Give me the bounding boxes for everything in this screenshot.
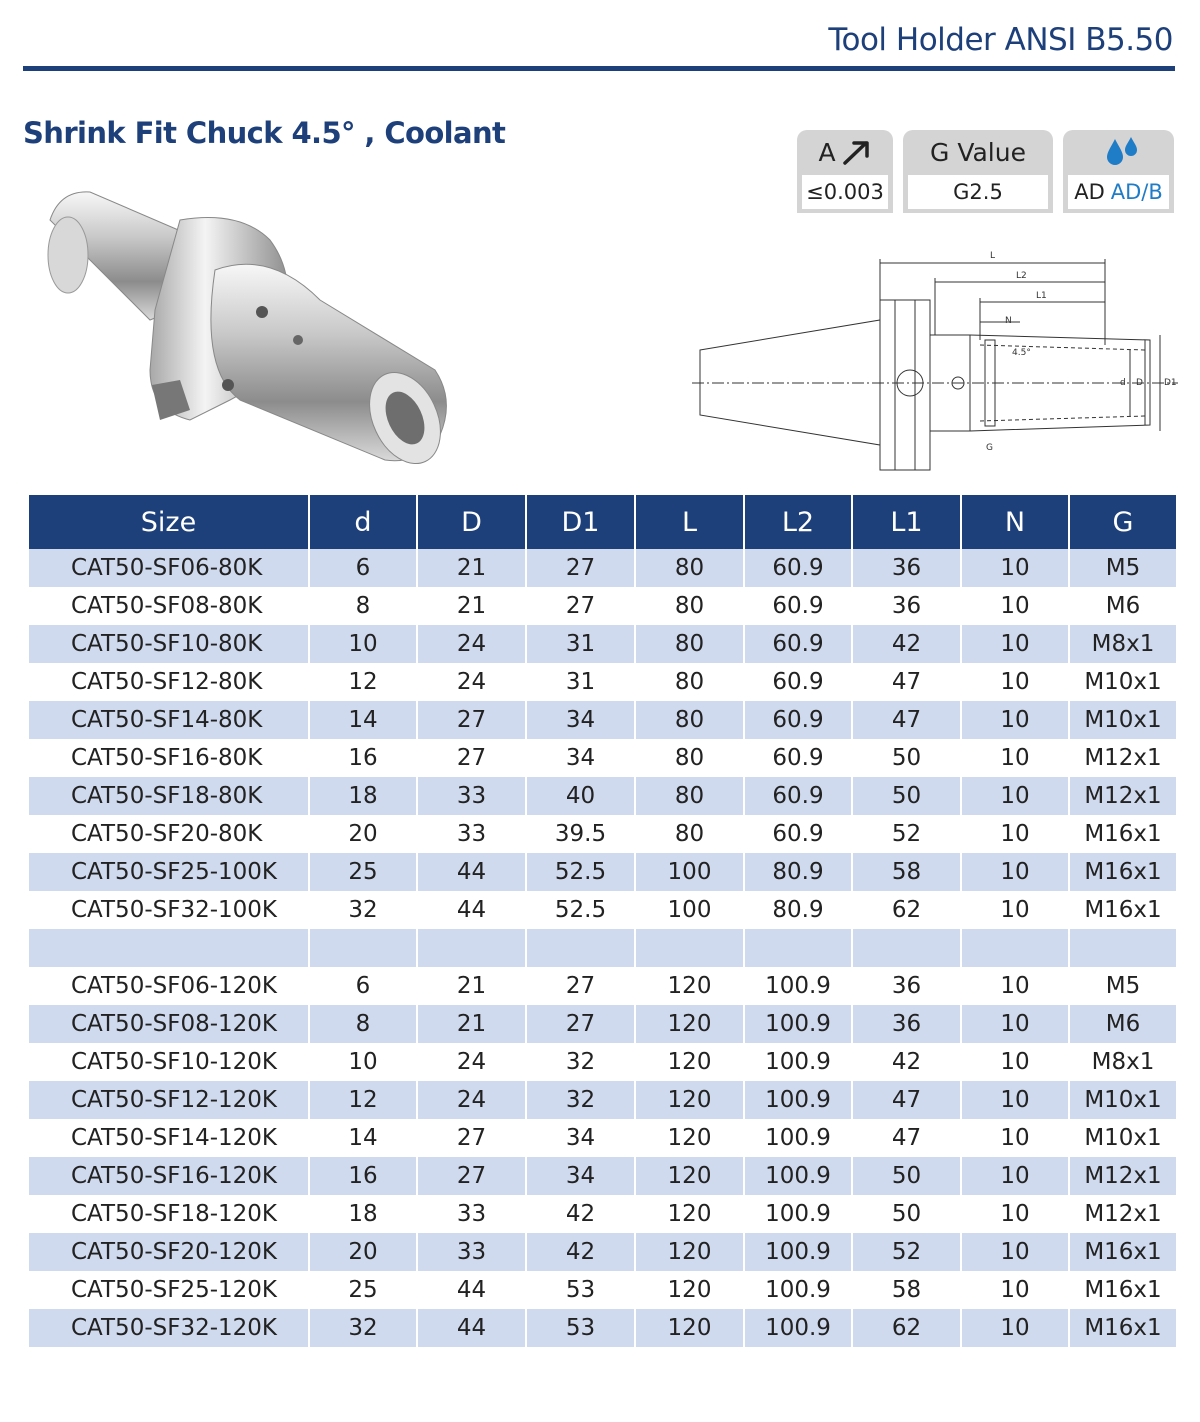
cell-D1: 34 — [526, 1157, 635, 1195]
cell-L: 120 — [635, 1157, 744, 1195]
cell-D: 24 — [417, 1043, 526, 1081]
cell-L2: 60.9 — [744, 739, 852, 777]
cell-L2: 100.9 — [744, 1005, 852, 1043]
cell-N: 10 — [961, 1005, 1069, 1043]
cell-L1: 50 — [852, 1157, 961, 1195]
cell-size: CAT50-SF08-120K — [28, 1005, 309, 1043]
cell-d: 25 — [309, 853, 417, 891]
cell-G: M8x1 — [1069, 1043, 1177, 1081]
cell-L: 120 — [635, 1309, 744, 1347]
cell-d: 8 — [309, 1005, 417, 1043]
col-L2: L2 — [744, 495, 852, 549]
runout-badge — [797, 130, 893, 213]
cell-L: 120 — [635, 1043, 744, 1081]
cell-D: 24 — [417, 663, 526, 701]
cell-G: M12x1 — [1069, 1157, 1177, 1195]
cell-d: 25 — [309, 1271, 417, 1309]
cell-L1: 52 — [852, 1233, 961, 1271]
cell-N: 10 — [961, 549, 1069, 587]
cell-G: M16x1 — [1069, 1309, 1177, 1347]
cell-G: M16x1 — [1069, 891, 1177, 929]
dim-G-label: G — [986, 443, 993, 453]
cell-size: CAT50-SF14-120K — [28, 1119, 309, 1157]
cell-L1 — [852, 929, 961, 967]
cell-d: 32 — [309, 1309, 417, 1347]
cell-L2: 100.9 — [744, 1195, 852, 1233]
cell-L1: 47 — [852, 701, 961, 739]
cell-L2: 100.9 — [744, 1157, 852, 1195]
cell-N: 10 — [961, 967, 1069, 1005]
table-row — [28, 663, 1177, 701]
dim-N-label: N — [1005, 316, 1012, 326]
cell-N: 10 — [961, 1119, 1069, 1157]
cell-D1: 34 — [526, 739, 635, 777]
cell-D: 33 — [417, 1233, 526, 1271]
table-row — [28, 1309, 1177, 1347]
balance-badge — [903, 130, 1053, 213]
cell-size: CAT50-SF16-120K — [28, 1157, 309, 1195]
spec-table — [27, 495, 1178, 1347]
cell-N: 10 — [961, 701, 1069, 739]
col-L: L — [635, 495, 744, 549]
cell-L2: 100.9 — [744, 1271, 852, 1309]
g-value-label: G Value — [930, 137, 1026, 167]
cell-N: 10 — [961, 1081, 1069, 1119]
cell-N: 10 — [961, 1233, 1069, 1271]
cell-D1: 32 — [526, 1043, 635, 1081]
coolant-badge — [1063, 130, 1174, 213]
table-row — [28, 549, 1177, 587]
cell-G: M5 — [1069, 549, 1177, 587]
cell-D1: 34 — [526, 1119, 635, 1157]
table-body — [28, 549, 1177, 1347]
cell-size: CAT50-SF20-80K — [28, 815, 309, 853]
table-row — [28, 1233, 1177, 1271]
cell-G: M6 — [1069, 587, 1177, 625]
cell-size: CAT50-SF08-80K — [28, 587, 309, 625]
cell-L2: 100.9 — [744, 1309, 852, 1347]
cell-d: 14 — [309, 701, 417, 739]
cell-L2: 100.9 — [744, 1043, 852, 1081]
cell-L: 80 — [635, 625, 744, 663]
cell-G: M16x1 — [1069, 1233, 1177, 1271]
cell-L: 120 — [635, 1119, 744, 1157]
cell-N: 10 — [961, 625, 1069, 663]
table-row — [28, 853, 1177, 891]
cell-L: 120 — [635, 1195, 744, 1233]
cell-D: 33 — [417, 1195, 526, 1233]
table-row — [28, 625, 1177, 663]
product-title: Shrink Fit Chuck 4.5° , Coolant — [23, 116, 506, 150]
dim-D1-label: D1 — [1164, 378, 1177, 388]
cell-D1: 52.5 — [526, 891, 635, 929]
cell-L: 80 — [635, 549, 744, 587]
cell-G: M10x1 — [1069, 1081, 1177, 1119]
cell-L — [635, 929, 744, 967]
cell-d: 14 — [309, 1119, 417, 1157]
table-row — [28, 1081, 1177, 1119]
header-divider — [23, 66, 1175, 71]
cell-L: 100 — [635, 853, 744, 891]
cell-size: CAT50-SF06-80K — [28, 549, 309, 587]
cell-L: 120 — [635, 1081, 744, 1119]
cell-D1: 27 — [526, 1005, 635, 1043]
table-row — [28, 1043, 1177, 1081]
cell-D: 21 — [417, 1005, 526, 1043]
cell-D1: 31 — [526, 663, 635, 701]
cell-G: M16x1 — [1069, 1271, 1177, 1309]
cell-D1: 42 — [526, 1195, 635, 1233]
cell-size: CAT50-SF18-80K — [28, 777, 309, 815]
col-d: d — [309, 495, 417, 549]
cell-D1: 52.5 — [526, 853, 635, 891]
coolant-drops-icon — [1102, 136, 1142, 168]
cell-L2: 60.9 — [744, 777, 852, 815]
cell-D: 33 — [417, 777, 526, 815]
cell-L2: 60.9 — [744, 549, 852, 587]
cell-L1: 47 — [852, 1081, 961, 1119]
cell-d: 12 — [309, 663, 417, 701]
cell-N: 10 — [961, 1271, 1069, 1309]
coolant-type: AD — [1074, 180, 1105, 204]
coolant-type-accent: AD/B — [1110, 180, 1163, 204]
col-N: N — [961, 495, 1069, 549]
cell-D1: 42 — [526, 1233, 635, 1271]
cell-d: 18 — [309, 1195, 417, 1233]
cell-L1: 36 — [852, 587, 961, 625]
tool-holder-photo — [40, 180, 460, 480]
cell-d — [309, 929, 417, 967]
cell-L: 120 — [635, 1271, 744, 1309]
cell-L2 — [744, 929, 852, 967]
cell-D1: 27 — [526, 549, 635, 587]
runout-label: A — [818, 137, 836, 167]
cell-L2: 80.9 — [744, 853, 852, 891]
cell-size: CAT50-SF20-120K — [28, 1233, 309, 1271]
cell-D: 44 — [417, 853, 526, 891]
cell-D: 44 — [417, 1271, 526, 1309]
cell-N: 10 — [961, 777, 1069, 815]
table-row — [28, 1005, 1177, 1043]
table-row — [28, 587, 1177, 625]
cell-L1: 58 — [852, 1271, 961, 1309]
table-row — [28, 891, 1177, 929]
cell-size: CAT50-SF12-120K — [28, 1081, 309, 1119]
cell-d: 8 — [309, 587, 417, 625]
col-L1: L1 — [852, 495, 961, 549]
cell-size — [28, 929, 309, 967]
cell-L: 80 — [635, 701, 744, 739]
cell-L2: 60.9 — [744, 625, 852, 663]
cell-size: CAT50-SF18-120K — [28, 1195, 309, 1233]
cell-size: CAT50-SF25-100K — [28, 853, 309, 891]
cell-d: 20 — [309, 1233, 417, 1271]
cell-size: CAT50-SF10-80K — [28, 625, 309, 663]
technical-drawing — [690, 245, 1180, 480]
col-D: D — [417, 495, 526, 549]
cell-L: 80 — [635, 587, 744, 625]
cell-d: 20 — [309, 815, 417, 853]
cell-G — [1069, 929, 1177, 967]
cell-D: 21 — [417, 549, 526, 587]
cell-d: 16 — [309, 1157, 417, 1195]
cell-D1: 53 — [526, 1309, 635, 1347]
cell-N: 10 — [961, 815, 1069, 853]
cell-N: 10 — [961, 853, 1069, 891]
cell-L1: 42 — [852, 1043, 961, 1081]
cell-D: 21 — [417, 587, 526, 625]
cell-d: 32 — [309, 891, 417, 929]
dim-angle-label: 4.5° — [1012, 348, 1031, 358]
col-D1: D1 — [526, 495, 635, 549]
table-row — [28, 1157, 1177, 1195]
cell-N: 10 — [961, 1157, 1069, 1195]
dim-d-label: d — [1120, 378, 1126, 388]
table-row — [28, 929, 1177, 967]
cell-L: 80 — [635, 663, 744, 701]
table-row — [28, 1271, 1177, 1309]
cell-size: CAT50-SF10-120K — [28, 1043, 309, 1081]
dim-L1-label: L1 — [1036, 291, 1047, 301]
cell-size: CAT50-SF32-120K — [28, 1309, 309, 1347]
cell-G: M5 — [1069, 967, 1177, 1005]
cell-G: M10x1 — [1069, 1119, 1177, 1157]
cell-L1: 50 — [852, 739, 961, 777]
cell-D1: 40 — [526, 777, 635, 815]
cell-L1: 42 — [852, 625, 961, 663]
cell-D1: 39.5 — [526, 815, 635, 853]
cell-L1: 62 — [852, 1309, 961, 1347]
cell-N: 10 — [961, 1043, 1069, 1081]
cell-G: M8x1 — [1069, 625, 1177, 663]
cell-L1: 36 — [852, 1005, 961, 1043]
cell-L: 120 — [635, 1005, 744, 1043]
cell-D: 27 — [417, 739, 526, 777]
cell-D: 27 — [417, 1119, 526, 1157]
table-row — [28, 967, 1177, 1005]
cell-d: 18 — [309, 777, 417, 815]
cell-L2: 60.9 — [744, 663, 852, 701]
cell-G: M16x1 — [1069, 815, 1177, 853]
cell-size: CAT50-SF16-80K — [28, 739, 309, 777]
dim-L2-label: L2 — [1016, 271, 1027, 281]
cell-G: M12x1 — [1069, 739, 1177, 777]
cell-size: CAT50-SF06-120K — [28, 967, 309, 1005]
cell-L1: 62 — [852, 891, 961, 929]
table-row — [28, 701, 1177, 739]
cell-size: CAT50-SF25-120K — [28, 1271, 309, 1309]
cell-L: 100 — [635, 891, 744, 929]
cell-size: CAT50-SF12-80K — [28, 663, 309, 701]
cell-L2: 60.9 — [744, 815, 852, 853]
cell-D1: 27 — [526, 967, 635, 1005]
cell-G: M6 — [1069, 1005, 1177, 1043]
cell-L1: 50 — [852, 777, 961, 815]
cell-N: 10 — [961, 1195, 1069, 1233]
cell-L1: 36 — [852, 967, 961, 1005]
cell-L2: 60.9 — [744, 587, 852, 625]
cell-D: 33 — [417, 815, 526, 853]
dim-D-label: D — [1136, 378, 1143, 388]
cell-d: 6 — [309, 549, 417, 587]
cell-N: 10 — [961, 739, 1069, 777]
cell-D1: 53 — [526, 1271, 635, 1309]
cell-D1 — [526, 929, 635, 967]
cell-D: 44 — [417, 891, 526, 929]
dim-L-label: L — [990, 251, 996, 261]
cell-D1: 32 — [526, 1081, 635, 1119]
cell-L2: 100.9 — [744, 1233, 852, 1271]
cell-L2: 80.9 — [744, 891, 852, 929]
runout-arrow-icon — [842, 139, 872, 165]
cell-L2: 100.9 — [744, 1119, 852, 1157]
cell-G: M10x1 — [1069, 663, 1177, 701]
cell-d: 10 — [309, 1043, 417, 1081]
cell-size: CAT50-SF32-100K — [28, 891, 309, 929]
table-row — [28, 1119, 1177, 1157]
cell-L2: 60.9 — [744, 701, 852, 739]
cell-D: 27 — [417, 701, 526, 739]
cell-L1: 50 — [852, 1195, 961, 1233]
runout-value: ≤0.003 — [802, 175, 888, 209]
cell-L1: 58 — [852, 853, 961, 891]
cell-d: 10 — [309, 625, 417, 663]
cell-L1: 36 — [852, 549, 961, 587]
cell-L: 80 — [635, 815, 744, 853]
cell-size: CAT50-SF14-80K — [28, 701, 309, 739]
table-row — [28, 815, 1177, 853]
cell-L: 80 — [635, 777, 744, 815]
cell-D: 24 — [417, 1081, 526, 1119]
g-value: G2.5 — [908, 175, 1048, 209]
cell-L2: 100.9 — [744, 967, 852, 1005]
cell-D — [417, 929, 526, 967]
cell-N — [961, 929, 1069, 967]
table-row — [28, 739, 1177, 777]
col-G: G — [1069, 495, 1177, 549]
cell-d: 6 — [309, 967, 417, 1005]
cell-G: M12x1 — [1069, 1195, 1177, 1233]
cell-G: M10x1 — [1069, 701, 1177, 739]
page-title: Tool Holder ANSI B5.50 — [828, 22, 1173, 58]
cell-D: 24 — [417, 625, 526, 663]
cell-L1: 47 — [852, 1119, 961, 1157]
table-header-row — [28, 495, 1177, 549]
cell-D: 27 — [417, 1157, 526, 1195]
cell-N: 10 — [961, 891, 1069, 929]
cell-L2: 100.9 — [744, 1081, 852, 1119]
cell-L: 120 — [635, 967, 744, 1005]
table-row — [28, 1195, 1177, 1233]
cell-G: M12x1 — [1069, 777, 1177, 815]
cell-L: 120 — [635, 1233, 744, 1271]
cell-D: 21 — [417, 967, 526, 1005]
cell-d: 12 — [309, 1081, 417, 1119]
cell-L: 80 — [635, 739, 744, 777]
cell-L1: 47 — [852, 663, 961, 701]
cell-N: 10 — [961, 1309, 1069, 1347]
col-size: Size — [28, 495, 309, 549]
cell-d: 16 — [309, 739, 417, 777]
cell-N: 10 — [961, 587, 1069, 625]
cell-D: 44 — [417, 1309, 526, 1347]
cell-N: 10 — [961, 663, 1069, 701]
cell-D1: 31 — [526, 625, 635, 663]
cell-D1: 27 — [526, 587, 635, 625]
cell-G: M16x1 — [1069, 853, 1177, 891]
cell-L1: 52 — [852, 815, 961, 853]
table-row — [28, 777, 1177, 815]
cell-D1: 34 — [526, 701, 635, 739]
